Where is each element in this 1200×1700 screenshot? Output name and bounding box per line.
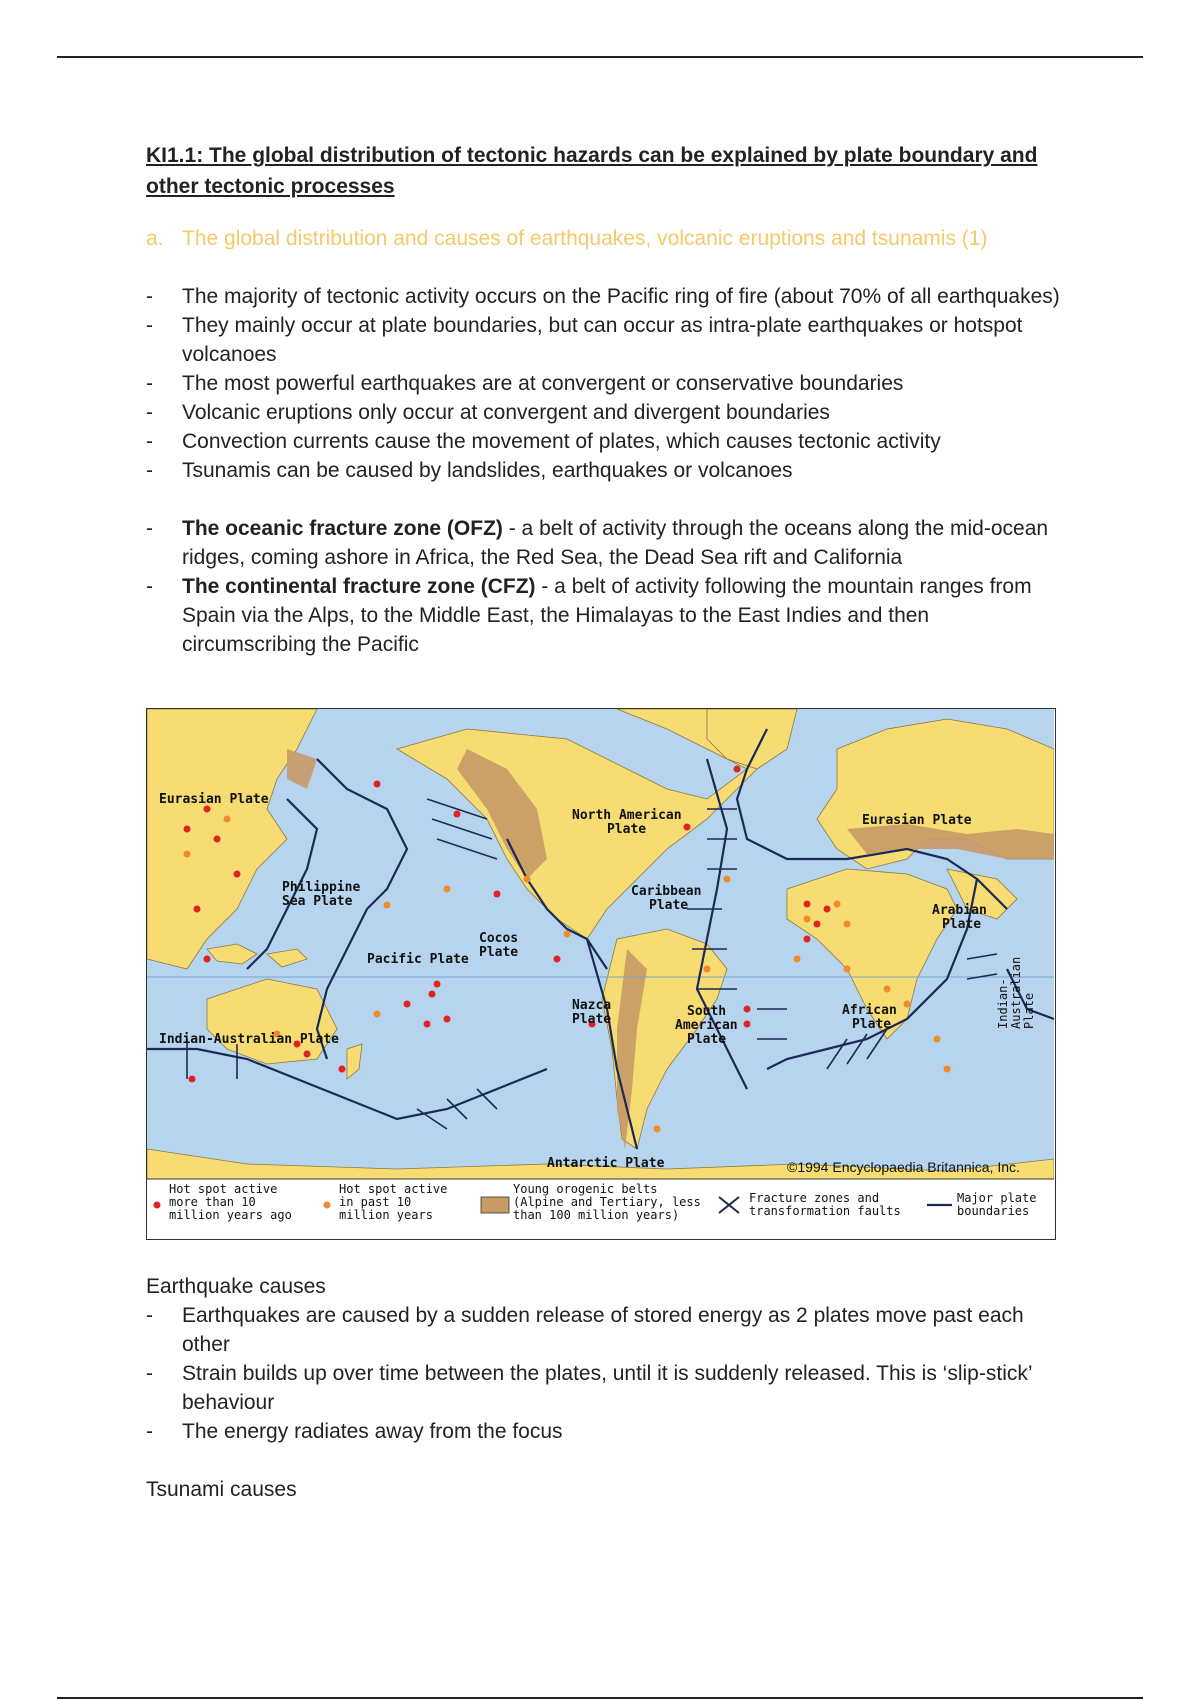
label-antarctic: Antarctic Plate bbox=[547, 1156, 665, 1171]
svg-text:Hot spot active: Hot spot active bbox=[339, 1182, 448, 1196]
top-rule bbox=[57, 56, 1143, 58]
svg-text:in past 10: in past 10 bbox=[339, 1195, 412, 1209]
list-item bbox=[146, 514, 1066, 572]
svg-text:boundaries: boundaries bbox=[957, 1204, 1030, 1218]
svg-text:Australian: Australian bbox=[1009, 956, 1023, 1029]
svg-text:million years: million years bbox=[339, 1208, 433, 1222]
label-indo-australian-left: Indian-Australian Plate bbox=[159, 1032, 340, 1047]
label-philippine-sea: Sea Plate bbox=[282, 894, 353, 909]
plate-map-figure bbox=[146, 708, 1056, 1240]
legend-hotspot-new-icon bbox=[324, 1202, 331, 1209]
activity-bullets bbox=[146, 282, 1066, 485]
label-caribbean: Caribbean bbox=[631, 884, 702, 899]
label-nazca-plate: Plate bbox=[572, 1012, 612, 1027]
bottom-rule bbox=[57, 1697, 1143, 1699]
list-item: - They mainly occur at plate boundaries, but can occur as intra-plate earthquakes or hotspot volcanoes bbox=[146, 311, 1066, 369]
svg-text:Fracture zones and: Fracture zones and bbox=[749, 1191, 880, 1205]
label-north-american-plate: Plate bbox=[607, 822, 647, 837]
label-african-plate: Plate bbox=[852, 1017, 892, 1032]
svg-text:million years ago: million years ago bbox=[169, 1208, 292, 1222]
list-item: - The majority of tectonic activity occurs on the Pacific ring of fire (about 70% of all earthquakes) bbox=[146, 282, 1066, 311]
list-item: - The energy radiates away from the focus bbox=[146, 1417, 1066, 1446]
label-pacific: Pacific Plate bbox=[367, 952, 469, 967]
label-arabian: Arabian bbox=[932, 903, 987, 918]
fracture-zone-bullets bbox=[146, 514, 1066, 659]
label-nazca: Nazca bbox=[572, 998, 612, 1013]
earthquake-bullets bbox=[146, 1301, 1066, 1446]
svg-text:(Alpine and Tertiary, less: (Alpine and Tertiary, less bbox=[513, 1195, 701, 1209]
svg-text:Plate: Plate bbox=[1022, 992, 1036, 1029]
section-subheading bbox=[146, 224, 1066, 253]
label-caribbean-plate: Plate bbox=[649, 898, 689, 913]
causes-section bbox=[146, 1272, 1066, 1504]
label-american: American bbox=[675, 1018, 738, 1033]
svg-text:more than 10: more than 10 bbox=[169, 1195, 256, 1209]
list-item: - Volcanic eruptions only occur at convergent and divergent boundaries bbox=[146, 398, 1066, 427]
label-south-american-plate: Plate bbox=[687, 1032, 727, 1047]
legend-hotspot-old-icon bbox=[154, 1202, 161, 1209]
svg-text:Major plate: Major plate bbox=[957, 1191, 1037, 1205]
legend-orogenic-swatch bbox=[481, 1197, 509, 1213]
list-item: - The most powerful earthquakes are at convergent or conservative boundaries bbox=[146, 369, 1066, 398]
zone-term: The oceanic fracture zone (OFZ) bbox=[182, 517, 503, 540]
label-arabian-plate: Plate bbox=[942, 917, 982, 932]
label-eurasian-left: Eurasian Plate bbox=[159, 792, 269, 807]
svg-text:Indian-: Indian- bbox=[996, 978, 1010, 1029]
label-philippine: Philippine bbox=[282, 880, 361, 895]
zone-desc: - a belt of activity through the oceans along the mid-ocean ridges, coming ashore in Africa, the Red Sea, the Dead Sea rift and California bbox=[182, 517, 1049, 569]
svg-text:than 100 million years): than 100 million years) bbox=[513, 1208, 680, 1222]
document-body bbox=[146, 140, 1066, 659]
label-cocos-plate: Plate bbox=[479, 945, 519, 960]
svg-text:transformation faults: transformation faults bbox=[749, 1204, 901, 1218]
list-item: - Tsunamis can be caused by landslides, earthquakes or volcanoes bbox=[146, 456, 1066, 485]
list-item: - Convection currents cause the movement of plates, which causes tectonic activity bbox=[146, 427, 1066, 456]
svg-text:Hot spot active: Hot spot active bbox=[169, 1182, 278, 1196]
list-item: - Earthquakes are caused by a sudden release of stored energy as 2 plates move past each other bbox=[146, 1301, 1066, 1359]
map-copyright: ©1994 Encyclopaedia Britannica, Inc. bbox=[787, 1159, 1020, 1175]
label-cocos: Cocos bbox=[479, 931, 519, 946]
svg-text:Young orogenic belts: Young orogenic belts bbox=[513, 1182, 658, 1196]
list-item: - Strain builds up over time between the plates, until it is suddenly released. This is ‘slip-stick’ behaviour bbox=[146, 1359, 1066, 1417]
page-title: KI1.1: The global distribution of tectonic hazards can be explained by plate boundary and other tectonic processes bbox=[146, 144, 1038, 198]
list-item bbox=[146, 572, 1066, 659]
subheading-number: a. bbox=[146, 227, 164, 250]
zone-term: The continental fracture zone (CFZ) bbox=[182, 575, 536, 598]
zone-desc: - a belt of activity following the mountain ranges from Spain via the Alps, to the Middle East, the Himalayas to the East Indies and then circumscribing the Pacific bbox=[182, 575, 1032, 656]
label-north-american: North American bbox=[572, 808, 682, 823]
earthquake-causes-title: Earthquake causes bbox=[146, 1275, 326, 1298]
tsunami-causes-title: Tsunami causes bbox=[146, 1478, 297, 1501]
subheading-text: The global distribution and causes of earthquakes, volcanic eruptions and tsunamis (1) bbox=[182, 227, 988, 250]
label-african: African bbox=[842, 1003, 897, 1018]
label-south: South bbox=[687, 1004, 727, 1019]
plate-map bbox=[147, 709, 1054, 1238]
label-eurasian-right: Eurasian Plate bbox=[862, 813, 972, 828]
